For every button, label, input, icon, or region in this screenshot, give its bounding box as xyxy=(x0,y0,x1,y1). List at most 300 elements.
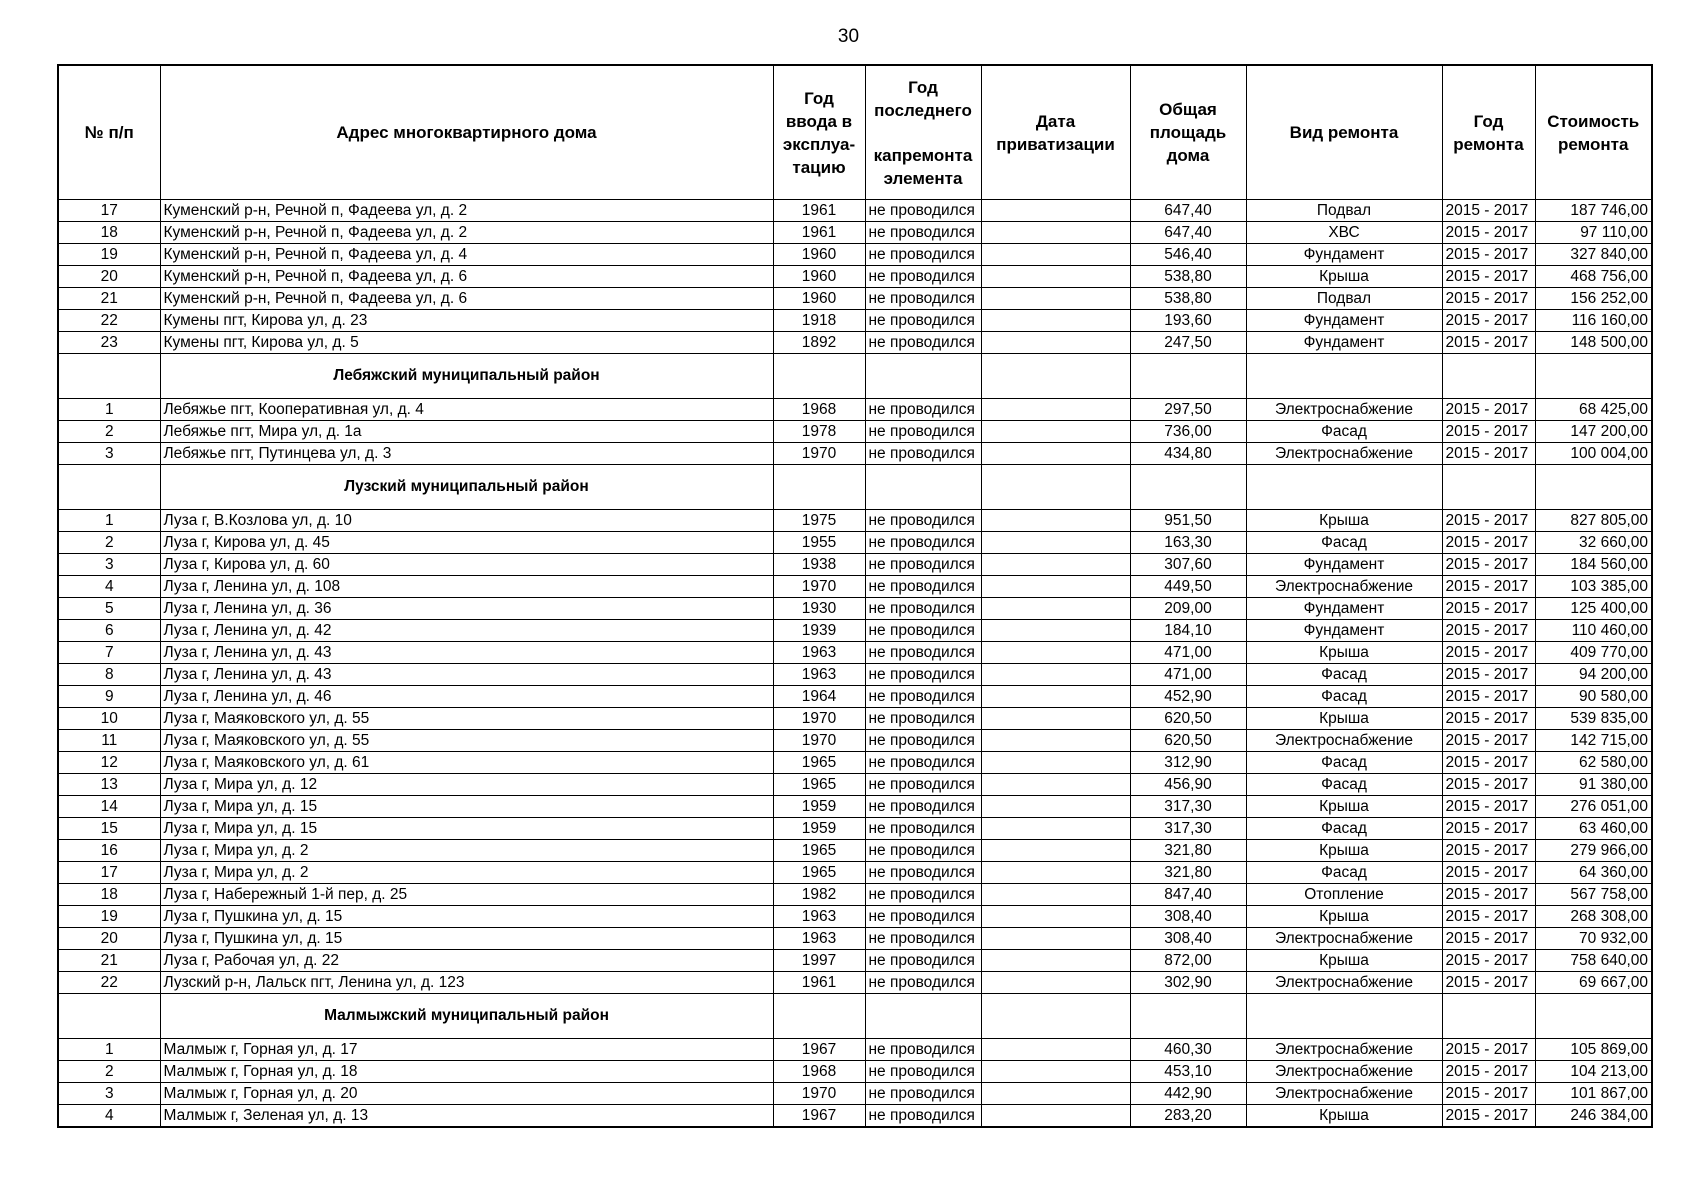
cell-last-repair: не проводился xyxy=(865,1039,981,1061)
cell-repair-year: 2015 - 2017 xyxy=(1442,884,1535,906)
cell-num: 3 xyxy=(58,443,160,465)
cell-repair-year: 2015 - 2017 xyxy=(1442,1083,1535,1105)
cell-privatization xyxy=(981,840,1130,862)
cell-year-built: 1965 xyxy=(773,840,865,862)
cell-address: Кумены пгт, Кирова ул, д. 23 xyxy=(160,310,773,332)
cell-repair-year: 2015 - 2017 xyxy=(1442,266,1535,288)
cell-address: Луза г, Кирова ул, д. 45 xyxy=(160,532,773,554)
cell-year-built: 1997 xyxy=(773,950,865,972)
section-title: Лузский муниципальный район xyxy=(160,465,773,510)
cell-num: 17 xyxy=(58,862,160,884)
section-empty-cell xyxy=(981,465,1130,510)
cell-repair-year: 2015 - 2017 xyxy=(1442,421,1535,443)
cell-area: 620,50 xyxy=(1130,708,1246,730)
cell-address: Куменский р-н, Речной п, Фадеева ул, д. 6 xyxy=(160,266,773,288)
cell-num: 20 xyxy=(58,928,160,950)
cell-privatization xyxy=(981,752,1130,774)
cell-num: 1 xyxy=(58,510,160,532)
cell-last-repair: не проводился xyxy=(865,730,981,752)
cell-repair-year: 2015 - 2017 xyxy=(1442,332,1535,354)
header-repair-year: Год ремонта xyxy=(1442,65,1535,200)
section-empty-cell xyxy=(865,994,981,1039)
section-empty-cell xyxy=(1535,465,1652,510)
cell-area: 321,80 xyxy=(1130,862,1246,884)
cell-year-built: 1939 xyxy=(773,620,865,642)
cell-num: 8 xyxy=(58,664,160,686)
table-row xyxy=(58,266,1652,288)
cell-repair-type: Подвал xyxy=(1246,288,1442,310)
cell-repair-type: Фундамент xyxy=(1246,554,1442,576)
cell-repair-year: 2015 - 2017 xyxy=(1442,620,1535,642)
table-row xyxy=(58,576,1652,598)
cell-privatization xyxy=(981,664,1130,686)
section-empty-cell xyxy=(773,354,865,399)
cell-cost: 116 160,00 xyxy=(1535,310,1652,332)
cell-address: Луза г, Набережный 1-й пер, д. 25 xyxy=(160,884,773,906)
cell-year-built: 1959 xyxy=(773,796,865,818)
cell-repair-type: Фундамент xyxy=(1246,598,1442,620)
cell-repair-year: 2015 - 2017 xyxy=(1442,796,1535,818)
section-row xyxy=(58,354,1652,399)
cell-last-repair: не проводился xyxy=(865,950,981,972)
section-title: Малмыжский муниципальный район xyxy=(160,994,773,1039)
cell-last-repair: не проводился xyxy=(865,796,981,818)
cell-privatization xyxy=(981,620,1130,642)
cell-cost: 279 966,00 xyxy=(1535,840,1652,862)
cell-privatization xyxy=(981,554,1130,576)
cell-year-built: 1970 xyxy=(773,1083,865,1105)
cell-area: 452,90 xyxy=(1130,686,1246,708)
table-row xyxy=(58,332,1652,354)
cell-year-built: 1961 xyxy=(773,972,865,994)
cell-last-repair: не проводился xyxy=(865,443,981,465)
cell-num: 20 xyxy=(58,266,160,288)
cell-address: Луза г, Мира ул, д. 15 xyxy=(160,796,773,818)
cell-address: Луза г, Маяковского ул, д. 55 xyxy=(160,730,773,752)
cell-last-repair: не проводился xyxy=(865,200,981,222)
cell-last-repair: не проводился xyxy=(865,862,981,884)
cell-cost: 468 756,00 xyxy=(1535,266,1652,288)
cell-address: Луза г, Маяковского ул, д. 55 xyxy=(160,708,773,730)
cell-area: 302,90 xyxy=(1130,972,1246,994)
cell-repair-year: 2015 - 2017 xyxy=(1442,598,1535,620)
table-body xyxy=(58,200,1652,1128)
cell-repair-type: Крыша xyxy=(1246,708,1442,730)
cell-privatization xyxy=(981,906,1130,928)
repair-table xyxy=(57,64,1653,1128)
cell-num: 18 xyxy=(58,222,160,244)
cell-num: 2 xyxy=(58,532,160,554)
header-address: Адрес многоквартирного дома xyxy=(160,65,773,200)
section-empty-cell xyxy=(981,354,1130,399)
section-empty-cell xyxy=(1442,994,1535,1039)
cell-repair-type: Фасад xyxy=(1246,862,1442,884)
cell-year-built: 1978 xyxy=(773,421,865,443)
table-header-row xyxy=(58,65,1652,200)
cell-num: 19 xyxy=(58,244,160,266)
cell-year-built: 1960 xyxy=(773,244,865,266)
cell-num: 2 xyxy=(58,1061,160,1083)
cell-cost: 409 770,00 xyxy=(1535,642,1652,664)
cell-cost: 827 805,00 xyxy=(1535,510,1652,532)
section-title: Лебяжский муниципальный район xyxy=(160,354,773,399)
table-row xyxy=(58,1061,1652,1083)
cell-repair-type: Крыша xyxy=(1246,510,1442,532)
cell-address: Малмыж г, Горная ул, д. 17 xyxy=(160,1039,773,1061)
header-last-repair-bottom: капремонта элемента xyxy=(873,145,973,188)
cell-privatization xyxy=(981,796,1130,818)
cell-cost: 187 746,00 xyxy=(1535,200,1652,222)
cell-cost: 69 667,00 xyxy=(1535,972,1652,994)
cell-year-built: 1975 xyxy=(773,510,865,532)
cell-repair-type: Крыша xyxy=(1246,1105,1442,1128)
cell-area: 456,90 xyxy=(1130,774,1246,796)
cell-privatization xyxy=(981,510,1130,532)
cell-area: 308,40 xyxy=(1130,906,1246,928)
cell-cost: 184 560,00 xyxy=(1535,554,1652,576)
cell-privatization xyxy=(981,708,1130,730)
cell-cost: 103 385,00 xyxy=(1535,576,1652,598)
cell-num: 9 xyxy=(58,686,160,708)
cell-repair-year: 2015 - 2017 xyxy=(1442,1039,1535,1061)
cell-year-built: 1961 xyxy=(773,200,865,222)
cell-address: Луза г, Мира ул, д. 2 xyxy=(160,840,773,862)
cell-year-built: 1963 xyxy=(773,664,865,686)
cell-repair-type: Электроснабжение xyxy=(1246,443,1442,465)
cell-area: 471,00 xyxy=(1130,642,1246,664)
cell-repair-type: Электроснабжение xyxy=(1246,928,1442,950)
table-row xyxy=(58,950,1652,972)
section-empty-cell xyxy=(1535,354,1652,399)
cell-area: 620,50 xyxy=(1130,730,1246,752)
header-repair-type: Вид ремонта xyxy=(1246,65,1442,200)
cell-num: 7 xyxy=(58,642,160,664)
cell-num: 4 xyxy=(58,576,160,598)
cell-area: 297,50 xyxy=(1130,399,1246,421)
table-row xyxy=(58,906,1652,928)
cell-area: 317,30 xyxy=(1130,796,1246,818)
cell-num: 3 xyxy=(58,1083,160,1105)
section-empty-cell xyxy=(1246,354,1442,399)
cell-repair-type: Крыша xyxy=(1246,642,1442,664)
cell-area: 546,40 xyxy=(1130,244,1246,266)
cell-num: 13 xyxy=(58,774,160,796)
cell-last-repair: не проводился xyxy=(865,906,981,928)
section-empty-cell xyxy=(773,465,865,510)
cell-address: Луза г, Мира ул, д. 12 xyxy=(160,774,773,796)
section-empty-cell xyxy=(1130,354,1246,399)
cell-cost: 70 932,00 xyxy=(1535,928,1652,950)
cell-last-repair: не проводился xyxy=(865,642,981,664)
table-row xyxy=(58,686,1652,708)
cell-repair-type: Электроснабжение xyxy=(1246,576,1442,598)
cell-last-repair: не проводился xyxy=(865,1083,981,1105)
cell-num: 14 xyxy=(58,796,160,818)
cell-area: 283,20 xyxy=(1130,1105,1246,1128)
cell-area: 449,50 xyxy=(1130,576,1246,598)
cell-year-built: 1970 xyxy=(773,730,865,752)
table-row xyxy=(58,244,1652,266)
cell-year-built: 1959 xyxy=(773,818,865,840)
cell-last-repair: не проводился xyxy=(865,1105,981,1128)
section-empty-cell xyxy=(773,994,865,1039)
table-row xyxy=(58,752,1652,774)
cell-address: Луза г, Ленина ул, д. 43 xyxy=(160,664,773,686)
cell-year-built: 1970 xyxy=(773,576,865,598)
cell-repair-year: 2015 - 2017 xyxy=(1442,310,1535,332)
table-row xyxy=(58,310,1652,332)
cell-num: 16 xyxy=(58,840,160,862)
cell-cost: 100 004,00 xyxy=(1535,443,1652,465)
cell-cost: 90 580,00 xyxy=(1535,686,1652,708)
table-row xyxy=(58,840,1652,862)
cell-repair-year: 2015 - 2017 xyxy=(1442,642,1535,664)
cell-last-repair: не проводился xyxy=(865,1061,981,1083)
cell-cost: 147 200,00 xyxy=(1535,421,1652,443)
cell-cost: 148 500,00 xyxy=(1535,332,1652,354)
cell-repair-type: Фундамент xyxy=(1246,332,1442,354)
cell-year-built: 1970 xyxy=(773,443,865,465)
cell-year-built: 1968 xyxy=(773,399,865,421)
section-empty-cell xyxy=(1130,465,1246,510)
cell-area: 538,80 xyxy=(1130,288,1246,310)
cell-num: 21 xyxy=(58,288,160,310)
cell-privatization xyxy=(981,200,1130,222)
cell-repair-type: Электроснабжение xyxy=(1246,730,1442,752)
cell-last-repair: не проводился xyxy=(865,310,981,332)
cell-address: Кумены пгт, Кирова ул, д. 5 xyxy=(160,332,773,354)
cell-repair-type: Фасад xyxy=(1246,532,1442,554)
cell-last-repair: не проводился xyxy=(865,598,981,620)
cell-cost: 758 640,00 xyxy=(1535,950,1652,972)
cell-cost: 97 110,00 xyxy=(1535,222,1652,244)
cell-repair-year: 2015 - 2017 xyxy=(1442,532,1535,554)
cell-area: 308,40 xyxy=(1130,928,1246,950)
cell-repair-year: 2015 - 2017 xyxy=(1442,576,1535,598)
header-last-repair xyxy=(865,65,981,200)
cell-repair-year: 2015 - 2017 xyxy=(1442,399,1535,421)
cell-year-built: 1982 xyxy=(773,884,865,906)
cell-repair-year: 2015 - 2017 xyxy=(1442,222,1535,244)
cell-last-repair: не проводился xyxy=(865,576,981,598)
cell-num: 1 xyxy=(58,1039,160,1061)
cell-privatization xyxy=(981,332,1130,354)
cell-last-repair: не проводился xyxy=(865,222,981,244)
cell-num: 23 xyxy=(58,332,160,354)
cell-last-repair: не проводился xyxy=(865,752,981,774)
header-privatization: Дата приватизации xyxy=(981,65,1130,200)
cell-repair-type: Фасад xyxy=(1246,774,1442,796)
cell-repair-year: 2015 - 2017 xyxy=(1442,1061,1535,1083)
cell-cost: 156 252,00 xyxy=(1535,288,1652,310)
cell-address: Куменский р-н, Речной п, Фадеева ул, д. 6 xyxy=(160,288,773,310)
cell-year-built: 1968 xyxy=(773,1061,865,1083)
table-row xyxy=(58,598,1652,620)
cell-repair-year: 2015 - 2017 xyxy=(1442,862,1535,884)
cell-repair-type: Фасад xyxy=(1246,421,1442,443)
cell-repair-type: Крыша xyxy=(1246,796,1442,818)
cell-repair-type: Фасад xyxy=(1246,752,1442,774)
cell-privatization xyxy=(981,399,1130,421)
cell-year-built: 1960 xyxy=(773,288,865,310)
cell-area: 951,50 xyxy=(1130,510,1246,532)
cell-area: 163,30 xyxy=(1130,532,1246,554)
table-row xyxy=(58,664,1652,686)
table-row xyxy=(58,1105,1652,1128)
cell-address: Луза г, Ленина ул, д. 42 xyxy=(160,620,773,642)
cell-repair-type: Крыша xyxy=(1246,840,1442,862)
cell-repair-type: Фасад xyxy=(1246,664,1442,686)
cell-year-built: 1963 xyxy=(773,906,865,928)
cell-repair-type: Электроснабжение xyxy=(1246,972,1442,994)
cell-cost: 64 360,00 xyxy=(1535,862,1652,884)
section-empty-cell xyxy=(981,994,1130,1039)
cell-year-built: 1955 xyxy=(773,532,865,554)
section-row xyxy=(58,465,1652,510)
cell-repair-type: Фасад xyxy=(1246,818,1442,840)
table-row xyxy=(58,796,1652,818)
table-row xyxy=(58,972,1652,994)
header-num: № п/п xyxy=(58,65,160,200)
cell-last-repair: не проводился xyxy=(865,288,981,310)
header-year-built: Год ввода в эксплуа-тацию xyxy=(773,65,865,200)
cell-repair-year: 2015 - 2017 xyxy=(1442,708,1535,730)
cell-repair-year: 2015 - 2017 xyxy=(1442,554,1535,576)
cell-num: 2 xyxy=(58,421,160,443)
cell-address: Луза г, Ленина ул, д. 43 xyxy=(160,642,773,664)
table-row xyxy=(58,200,1652,222)
cell-repair-year: 2015 - 2017 xyxy=(1442,200,1535,222)
cell-last-repair: не проводился xyxy=(865,840,981,862)
cell-cost: 142 715,00 xyxy=(1535,730,1652,752)
table-row xyxy=(58,730,1652,752)
cell-cost: 91 380,00 xyxy=(1535,774,1652,796)
cell-area: 434,80 xyxy=(1130,443,1246,465)
cell-num: 12 xyxy=(58,752,160,774)
cell-cost: 104 213,00 xyxy=(1535,1061,1652,1083)
cell-area: 307,60 xyxy=(1130,554,1246,576)
cell-privatization xyxy=(981,1061,1130,1083)
cell-last-repair: не проводился xyxy=(865,421,981,443)
cell-cost: 105 869,00 xyxy=(1535,1039,1652,1061)
table-row xyxy=(58,884,1652,906)
table-row xyxy=(58,620,1652,642)
cell-area: 736,00 xyxy=(1130,421,1246,443)
cell-num: 11 xyxy=(58,730,160,752)
cell-last-repair: не проводился xyxy=(865,332,981,354)
cell-address: Луза г, В.Козлова ул, д. 10 xyxy=(160,510,773,532)
cell-year-built: 1961 xyxy=(773,222,865,244)
cell-year-built: 1965 xyxy=(773,774,865,796)
cell-last-repair: не проводился xyxy=(865,708,981,730)
cell-last-repair: не проводился xyxy=(865,928,981,950)
cell-num: 6 xyxy=(58,620,160,642)
cell-last-repair: не проводился xyxy=(865,620,981,642)
cell-repair-type: Электроснабжение xyxy=(1246,399,1442,421)
cell-privatization xyxy=(981,598,1130,620)
table-row xyxy=(58,421,1652,443)
cell-last-repair: не проводился xyxy=(865,884,981,906)
table-row xyxy=(58,510,1652,532)
cell-area: 538,80 xyxy=(1130,266,1246,288)
table-row xyxy=(58,222,1652,244)
cell-address: Луза г, Пушкина ул, д. 15 xyxy=(160,928,773,950)
cell-area: 184,10 xyxy=(1130,620,1246,642)
section-empty-cell xyxy=(1130,994,1246,1039)
cell-address: Луза г, Ленина ул, д. 46 xyxy=(160,686,773,708)
table-row xyxy=(58,1083,1652,1105)
section-empty-cell xyxy=(1535,994,1652,1039)
cell-cost: 94 200,00 xyxy=(1535,664,1652,686)
cell-repair-year: 2015 - 2017 xyxy=(1442,950,1535,972)
header-cost: Стоимость ремонта xyxy=(1535,65,1652,200)
cell-num: 3 xyxy=(58,554,160,576)
cell-repair-year: 2015 - 2017 xyxy=(1442,906,1535,928)
cell-address: Луза г, Пушкина ул, д. 15 xyxy=(160,906,773,928)
cell-repair-type: Крыша xyxy=(1246,950,1442,972)
cell-address: Луза г, Кирова ул, д. 60 xyxy=(160,554,773,576)
cell-repair-type: ХВС xyxy=(1246,222,1442,244)
header-area: Общая площадь дома xyxy=(1130,65,1246,200)
cell-num: 10 xyxy=(58,708,160,730)
cell-cost: 101 867,00 xyxy=(1535,1083,1652,1105)
table-row xyxy=(58,554,1652,576)
cell-privatization xyxy=(981,310,1130,332)
cell-address: Лузский р-н, Лальск пгт, Ленина ул, д. 123 xyxy=(160,972,773,994)
page-number: 30 xyxy=(837,26,860,47)
cell-repair-type: Фундамент xyxy=(1246,244,1442,266)
cell-cost: 539 835,00 xyxy=(1535,708,1652,730)
cell-privatization xyxy=(981,532,1130,554)
cell-area: 317,30 xyxy=(1130,818,1246,840)
cell-repair-type: Фасад xyxy=(1246,686,1442,708)
cell-last-repair: не проводился xyxy=(865,244,981,266)
cell-last-repair: не проводился xyxy=(865,686,981,708)
table-row xyxy=(58,642,1652,664)
cell-address: Луза г, Мира ул, д. 15 xyxy=(160,818,773,840)
cell-area: 847,40 xyxy=(1130,884,1246,906)
cell-cost: 63 460,00 xyxy=(1535,818,1652,840)
section-empty-cell xyxy=(1246,994,1442,1039)
cell-privatization xyxy=(981,222,1130,244)
section-empty-cell xyxy=(865,465,981,510)
cell-year-built: 1918 xyxy=(773,310,865,332)
cell-cost: 246 384,00 xyxy=(1535,1105,1652,1128)
cell-year-built: 1963 xyxy=(773,642,865,664)
cell-repair-type: Электроснабжение xyxy=(1246,1083,1442,1105)
cell-cost: 32 660,00 xyxy=(1535,532,1652,554)
cell-num: 22 xyxy=(58,310,160,332)
cell-cost: 276 051,00 xyxy=(1535,796,1652,818)
cell-repair-type: Электроснабжение xyxy=(1246,1039,1442,1061)
cell-privatization xyxy=(981,730,1130,752)
section-num-cell xyxy=(58,465,160,510)
cell-repair-type: Фундамент xyxy=(1246,620,1442,642)
cell-cost: 125 400,00 xyxy=(1535,598,1652,620)
cell-num: 22 xyxy=(58,972,160,994)
cell-last-repair: не проводился xyxy=(865,266,981,288)
cell-cost: 110 460,00 xyxy=(1535,620,1652,642)
cell-repair-year: 2015 - 2017 xyxy=(1442,664,1535,686)
table-row xyxy=(58,288,1652,310)
cell-privatization xyxy=(981,288,1130,310)
cell-year-built: 1963 xyxy=(773,928,865,950)
cell-cost: 268 308,00 xyxy=(1535,906,1652,928)
cell-privatization xyxy=(981,443,1130,465)
cell-year-built: 1960 xyxy=(773,266,865,288)
cell-privatization xyxy=(981,686,1130,708)
cell-num: 15 xyxy=(58,818,160,840)
